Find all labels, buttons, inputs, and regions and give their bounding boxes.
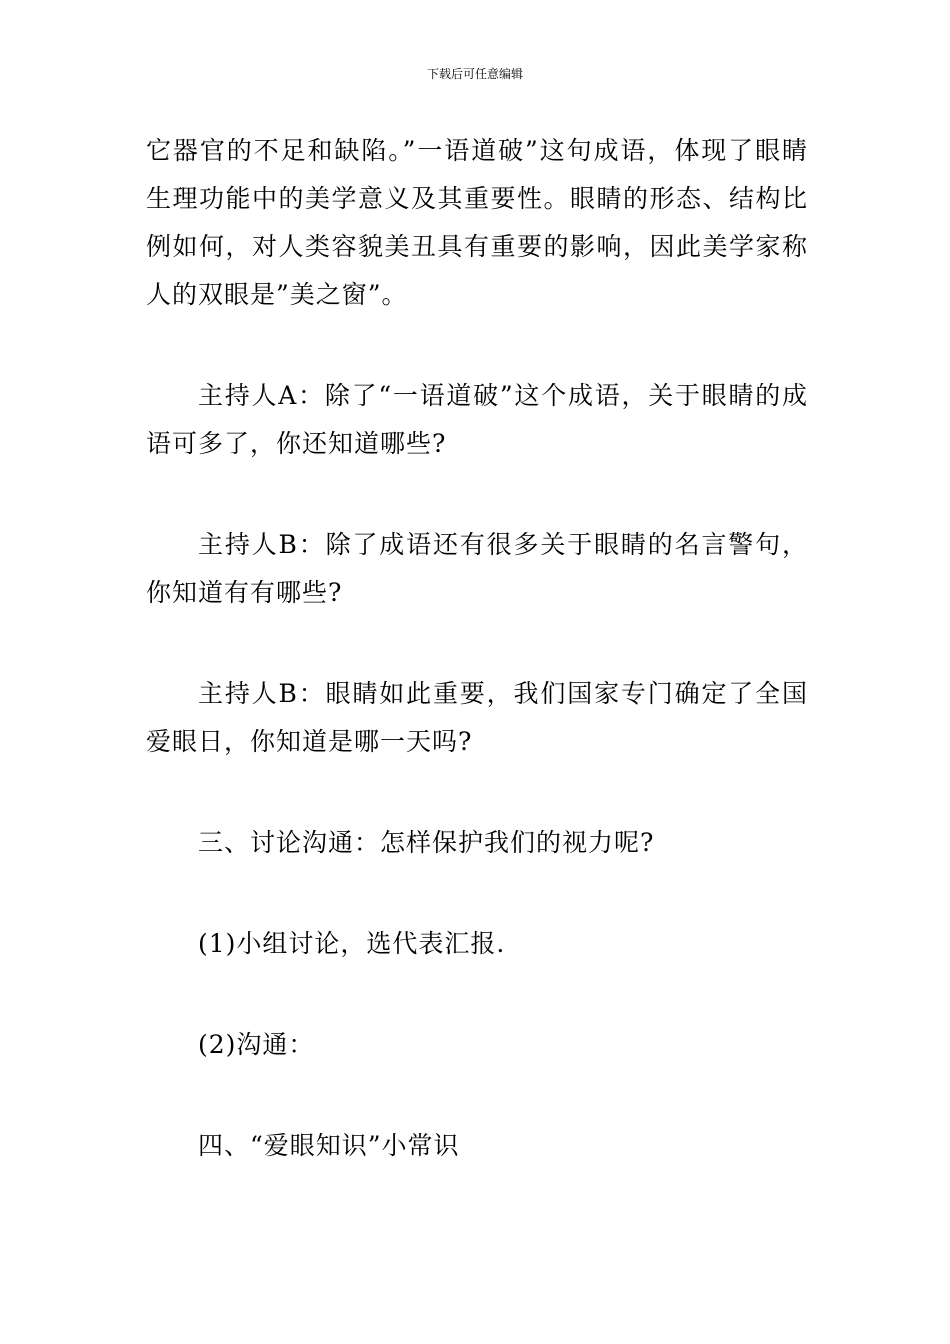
section-four-heading: 四、“爱眼知识”小常识: [198, 1131, 460, 1160]
page-header: 下载后可任意编辑: [426, 67, 523, 81]
paragraph-host-b-eye-day: 主持人B：眼睛如此重要，我们国家专门确定了全国爱眼日，你知道是哪一天吗?: [146, 679, 808, 756]
section-three-heading: 三、讨论沟通：怎样保护我们的视力呢?: [198, 828, 655, 857]
list-item-communication: (2)沟通：: [198, 1030, 315, 1059]
paragraph-host-a-idioms: 主持人A：除了“一语道破”这个成语，关于眼睛的成语可多了，你还知道哪些?: [146, 381, 808, 458]
paragraph-eye-beauty: 它器官的不足和缺陷。”一语道破”这句成语，体现了眼睛生理功能中的美学意义及其重要性。眼睛的形态、结构比例如何，对人类容貌美丑具有重要的影响，因此美学家称人的双眼是”美之窗”。: [146, 136, 808, 309]
document-body: [146, 127, 808, 1223]
paragraph-host-b-quotes: 主持人B：除了成语还有很多关于眼睛的名言警句，你知道有有哪些?: [146, 530, 808, 607]
list-item-group-discussion: (1)小组讨论，选代表汇报.: [198, 929, 506, 958]
